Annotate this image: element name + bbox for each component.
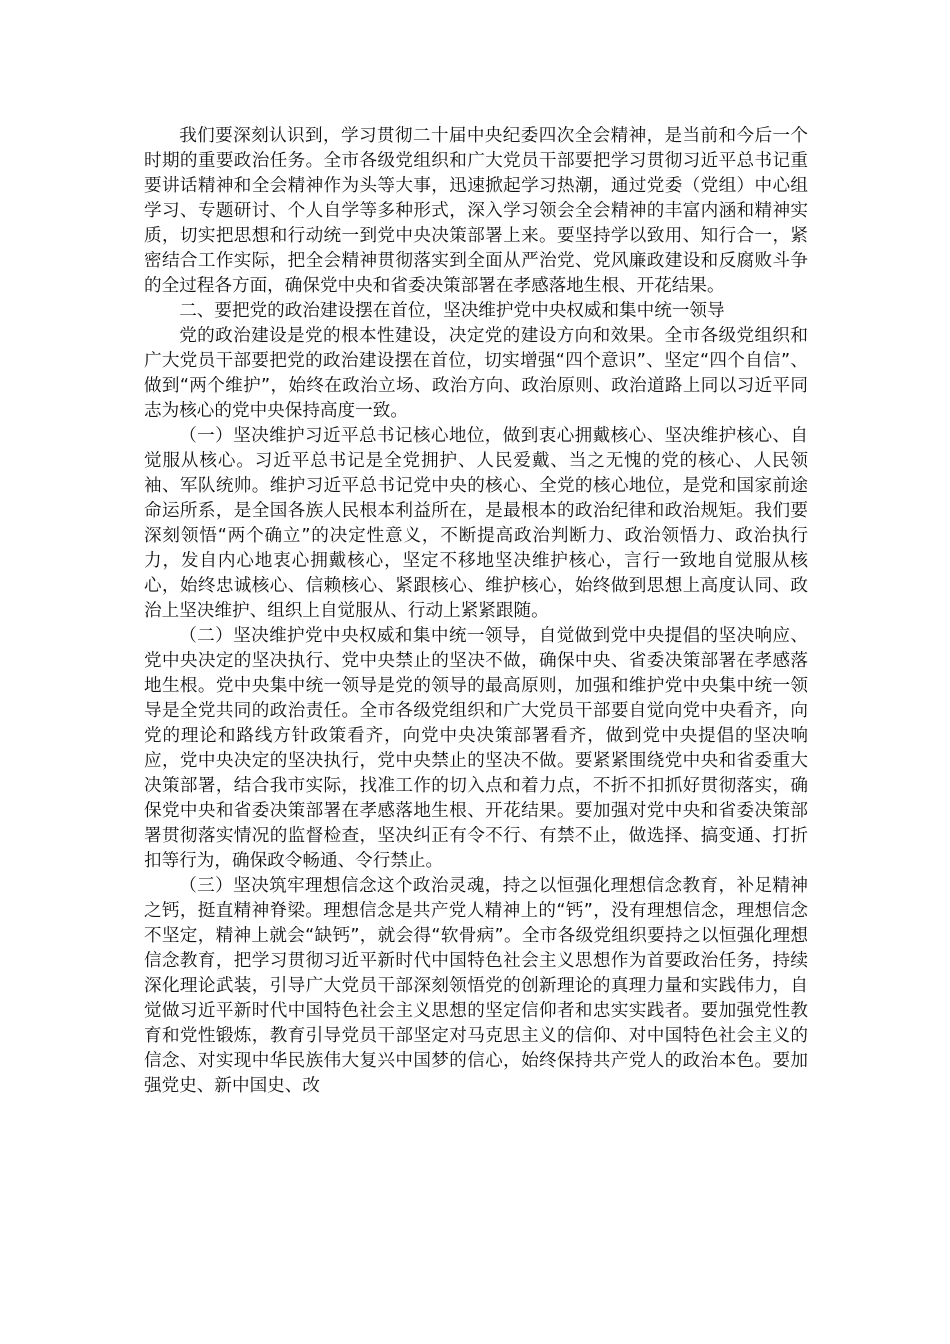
- section-heading-2: 二、要把党的政治建设摆在首位，坚决维护党中央权威和集中统一领导: [179, 301, 725, 321]
- document-page: [144, 124, 808, 1099]
- paragraph-item-2: （二）坚决维护党中央权威和集中统一领导，自觉做到党中央提倡的坚决响应、党中央决定的坚决执行、党中央禁止的坚决不做，确保中央、省委决策部署在孝感落地生根。党中央集中统一领导是党的领导的最高原则，加强和维护党中央集中统一领导是全党共同的政治责任。全市各级党组织和广大党员干部要自觉向党中央看齐，向党的理论和路线方针政策看齐，向党中央决策部署看齐，做到党中央提倡的坚决响应，党中央决定的坚决执行，党中央禁止的坚决不做。要紧紧围绕党中央和省委重大决策部署，结合我市实际，找准工作的切入点和着力点，不折不扣抓好贯彻落实，确保党中央和省委决策部署在孝感落地生根、开花结果。要加强对党中央和省委决策部署贯彻落实情况的监督检查，坚决纠正有令不行、有禁不止，做选择、搞变通、打折扣等行为，确保政令畅通、令行禁止。: [144, 626, 808, 871]
- paragraph-study-plenary: 我们要深刻认识到，学习贯彻二十届中央纪委四次全会精神，是当前和今后一个时期的重要政治任务。全市各级党组织和广大党员干部要把学习贯彻习近平总书记重要讲话精神和全会精神作为头等大事，迅速掀起学习热潮，通过党委（党组）中心组学习、专题研讨、个人自学等多种形式，深入学习领会全会精神的丰富内涵和精神实质，切实把思想和行动统一到党中央决策部署上来。要坚持学以致用、知行合一，紧密结合工作实际，把全会精神贯彻落实到全面从严治党、党风廉政建设和反腐败斗争的全过程各方面，确保党中央和省委决策部署在孝感落地生根、开花结果。: [144, 126, 808, 296]
- paragraph-item-3: （三）坚决筑牢理想信念这个政治灵魂，持之以恒强化理想信念教育，补足精神之钙，挺直精神脊梁。理想信念是共产党人精神上的“钙”，没有理想信念，理想信念不坚定，精神上就会“缺钙”，就会得“软骨病”。全市各级党组织要持之以恒强化理想信念教育，把学习贯彻习近平新时代中国特色社会主义思想作为首要政治任务，持续深化理论武装，引导广大党员干部深刻领悟党的创新理论的真理力量和实践伟力，自觉做习近平新时代中国特色社会主义思想的坚定信仰者和忠实实践者。要加强党性教育和党性锻炼，教育引导党员干部坚定对马克思主义的信仰、对中国特色社会主义的信念、对实现中华民族伟大复兴中国梦的信心，始终保持共产党人的政治本色。要加强党史、新中国史、改: [144, 876, 808, 1096]
- paragraph-item-1: （一）坚决维护习近平总书记核心地位，做到衷心拥戴核心、坚决维护核心、自觉服从核心。习近平总书记是全党拥护、人民爱戴、当之无愧的党的核心、人民领袖、军队统帅。维护习近平总书记党中央的核心、全党的核心地位，是党和国家前途命运所系，是全国各族人民根本利益所在，是最根本的政治纪律和政治规矩。我们要深刻领悟“两个确立”的决定性意义，不断提高政治判断力、政治领悟力、政治执行力，发自内心地衷心拥戴核心，坚定不移地坚决维护核心，言行一致地自觉服从核心，始终忠诚核心、信赖核心、紧跟核心、维护核心，始终做到思想上高度认同、政治上坚决维护、组织上自觉服从、行动上紧紧跟随。: [144, 426, 808, 621]
- paragraph-political-building: 党的政治建设是党的根本性建设，决定党的建设方向和效果。全市各级党组织和广大党员干部要把党的政治建设摆在首位，切实增强“四个意识”、坚定“四个自信”、做到“两个维护”，始终在政治立场、政治方向、政治原则、政治道路上同以习近平同志为核心的党中央保持高度一致。: [144, 326, 808, 421]
